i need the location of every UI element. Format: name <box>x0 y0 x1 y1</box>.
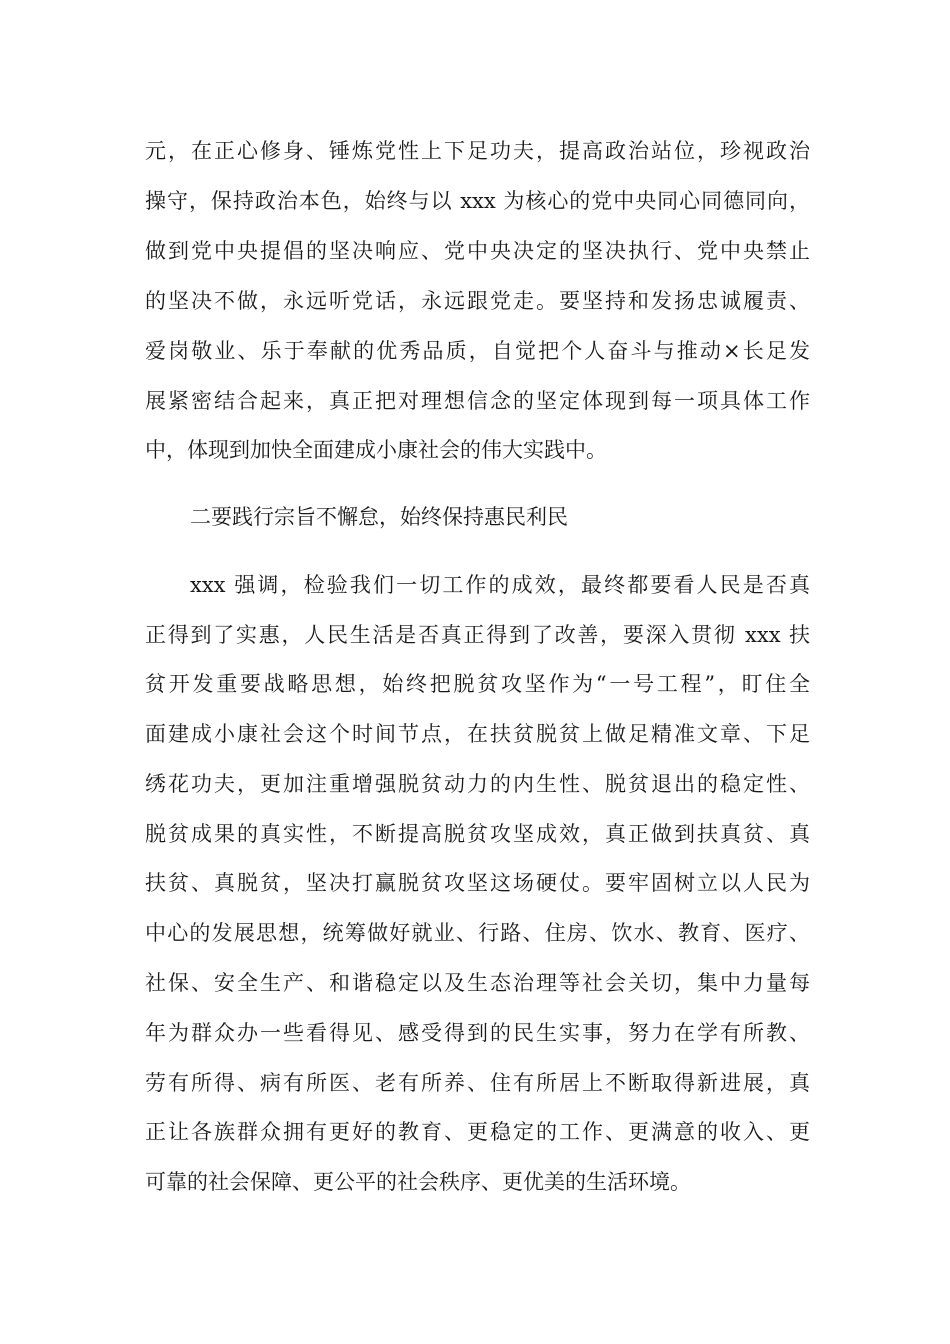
paragraph-line: 脱贫成果的真实性，不断提高脱贫攻坚成效，真正做到扶真贫、真 <box>145 822 810 846</box>
paragraph-line: 中心的发展思想，统筹做好就业、行路、住房、饮水、教育、医疗、 <box>145 921 810 945</box>
paragraph-line: 展紧密结合起来，真正把对理想信念的坚定体现到每一项具体工作 <box>145 389 810 413</box>
heading-text: 二要践行宗旨不懈怠，始终保持惠民利民 <box>190 505 568 529</box>
paragraph-line: 正让各族群众拥有更好的教育、更稳定的工作、更满意的收入、更 <box>145 1120 810 1144</box>
paragraph-line: 面建成小康社会这个时间节点，在扶贫脱贫上做足精准文章、下足 <box>145 722 810 746</box>
paragraph-line: 正得到了实惠，人民生活是否真正得到了改善，要深入贯彻 xxx 扶 <box>145 623 810 647</box>
paragraph-line: 做到党中央提倡的坚决响应、党中央决定的坚决执行、党中央禁止 <box>145 239 810 263</box>
paragraph-line: 操守，保持政治本色，始终与以 xxx 为核心的党中央同心同德同向， <box>145 189 810 213</box>
paragraph-line: 元，在正心修身、锤炼党性上下足功夫，提高政治站位，珍视政治 <box>145 139 810 163</box>
paragraph-line: 劳有所得、病有所医、老有所养、住有所居上不断取得新进展，真 <box>145 1071 810 1095</box>
paragraph-line: 年为群众办一些看得见、感受得到的民生实事，努力在学有所教、 <box>145 1021 810 1045</box>
paragraph-line: 爱岗敬业、乐于奉献的优秀品质，自觉把个人奋斗与推动×长足发 <box>145 339 810 363</box>
paragraph-line: 中，体现到加快全面建成小康社会的伟大实践中。 <box>145 438 607 462</box>
paragraph-line: 的坚决不做，永远听党话，永远跟党走。要坚持和发扬忠诚履责、 <box>145 289 810 313</box>
paragraph-line: 贫开发重要战略思想，始终把脱贫攻坚作为“一号工程”，盯住全 <box>145 672 810 696</box>
paragraph-line: 扶贫、真脱贫，坚决打赢脱贫攻坚这场硬仗。要牢固树立以人民为 <box>145 871 810 895</box>
paragraph-line: 社保、安全生产、和谐稳定以及生态治理等社会关切，集中力量每 <box>145 971 810 995</box>
paragraph-line: xxx 强调，检验我们一切工作的成效，最终都要看人民是否真 <box>190 573 810 597</box>
paragraph-line: 绣花功夫，更加注重增强脱贫动力的内生性、脱贫退出的稳定性、 <box>145 772 810 796</box>
paragraph-line: 可靠的社会保障、更公平的社会秩序、更优美的生活环境。 <box>145 1170 691 1194</box>
